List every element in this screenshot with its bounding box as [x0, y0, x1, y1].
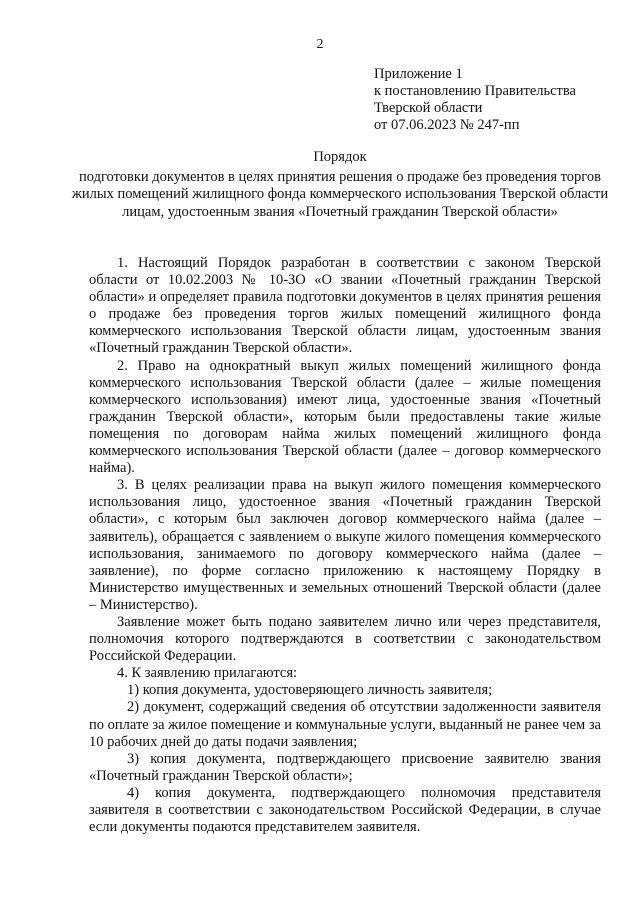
paragraph-4: 4. К заявлению прилагаются: [117, 665, 298, 682]
paragraph-3-note: Заявление может быть подано заявителем лично или через представителя, полномочия которого подтверждаются в соответствии с законодательством Российской Федерации. [89, 613, 601, 665]
list-item-1: 1) копия документа, удостоверяющего личность заявителя; [127, 682, 493, 699]
page-number: 2 [316, 37, 324, 52]
document-title [60, 149, 620, 221]
document-body [89, 255, 601, 836]
list-item-3: 3) копия документа, подтверждающего присвоение заявителю звания «Почетный гражданин Тверской области»; [89, 750, 601, 784]
paragraph-3: 3. В целях реализации права на выкуп жилого помещения коммерческого использования лицо, удостоенное звания «Почетный гражданин Тверской области», с которым был заключен договор коммерческого найма (далее – заявитель), обращается с заявлением о выкупе жилого помещения коммерческого использования, занимаемого по договору коммерческого найма (далее – заявление), по форме согласно приложению к настоящему Порядку в Министерство имущественных и земельных отношений Тверской области (далее – Министерство). [89, 477, 601, 613]
appendix-line: Тверской области [374, 100, 483, 116]
paragraph-1: 1. Настоящий Порядок разработан в соответствии с законом Тверской области от 10.02.2003 № 10-ЗО «О звании «Почетный гражданин Тверской области» и определяет правила подготовки документов в целях принятия решения о продаже без проведения торгов жилых помещений жилищного фонда коммерческого использования Тверской области лицам, удостоенным звания «Почетный гражданин Тверской области». [89, 255, 601, 357]
appendix-line: к постановлению Правительства [374, 83, 576, 99]
title-word: Порядок [313, 149, 367, 165]
appendix-line: Приложение 1 [374, 66, 463, 82]
list-item-2: 2) документ, содержащий сведения об отсутствии задолженности заявителя по оплате за жилое помещение и коммунальные услуги, выданный не ранее чем за 10 рабочих дней до даты подачи заявления; [89, 699, 601, 750]
appendix-line: от 07.06.2023 № 247-пп [374, 117, 520, 133]
appendix-header [374, 66, 624, 134]
list-item-4: 4) копия документа, подтверждающего полномочия представителя заявителя в соответствии с законодательством Российской Федерации, в случае если документы подаются представителем заявителя. [89, 784, 601, 836]
title-subtitle: подготовки документов в целях принятия решения о продаже без проведения торгов жилых помещений жилищного фонда коммерческого использования Тверской области лицам, удостоенным звания «Почетный гражданин Тверской области» [71, 168, 609, 220]
paragraph-2: 2. Право на однократный выкуп жилых помещений жилищного фонда коммерческого использования Тверской области (далее – жилые помещения коммерческого использования) имеют лица, удостоенные звания «Почетный гражданин Тверской области», которым были предоставлены такие жилые помещения по договорам найма жилых помещений жилищного фонда коммерческого использования Тверской области (далее – договор коммерческого найма). [89, 357, 601, 477]
